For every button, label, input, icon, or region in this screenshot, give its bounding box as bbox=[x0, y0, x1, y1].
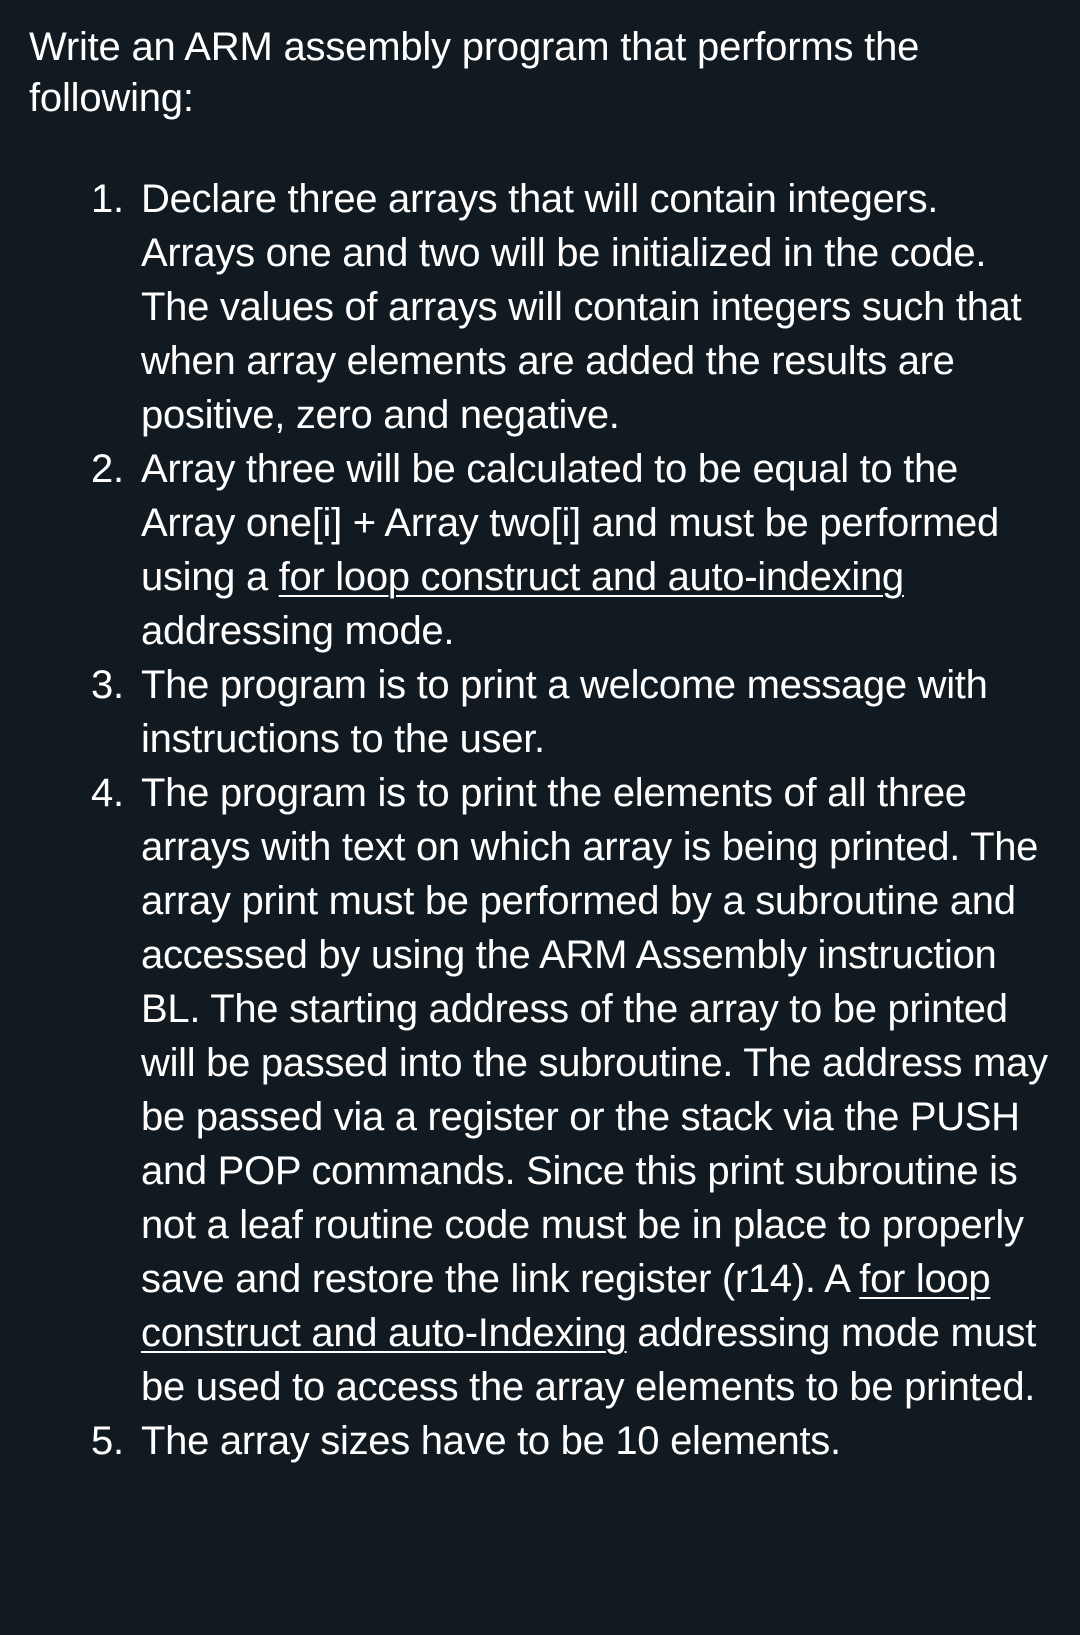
list-number: 4. bbox=[91, 771, 124, 815]
requirements-list bbox=[0, 172, 1080, 1468]
underlined-phrase: for loop construct and auto-Indexing bbox=[141, 1257, 991, 1355]
list-item bbox=[0, 1414, 1080, 1468]
list-item-text: The array sizes have to be 10 elements. bbox=[141, 1419, 841, 1463]
list-item bbox=[0, 172, 1080, 442]
list-item bbox=[0, 442, 1080, 658]
list-item-text: addressing mode must be used to access the array elements to be printed. bbox=[141, 1311, 1037, 1409]
list-number: 1. bbox=[91, 177, 124, 221]
list-number: 5. bbox=[91, 1419, 124, 1463]
list-number: 2. bbox=[91, 447, 124, 491]
list-item-text: addressing mode. bbox=[141, 609, 455, 653]
list-number: 3. bbox=[91, 663, 124, 707]
list-item bbox=[0, 766, 1080, 1414]
list-item-text: Declare three arrays that will contain integers. Arrays one and two will be initialized in the code. The values of arrays will contain integers such that when array elements are added the results are positive, zero and negative. bbox=[141, 177, 1022, 437]
intro-text: Write an ARM assembly program that performs the following: bbox=[29, 25, 920, 120]
underlined-phrase: for loop construct and auto-indexing bbox=[278, 555, 904, 599]
list-item bbox=[0, 658, 1080, 766]
list-item-text: Array three will be calculated to be equal to the Array one[i] + Array two[i] and must be performed using a bbox=[141, 447, 999, 599]
list-item-text: The program is to print a welcome message with instructions to the user. bbox=[141, 663, 988, 761]
list-item-text: The program is to print the elements of all three arrays with text on which array is being printed. The array print must be performed by a subroutine and accessed by using the ARM Assembly instruction BL. The starting address of the array to be printed will be passed into the subroutine. The address may be passed via a register or the stack via the PUSH and POP commands. Since this print subroutine is not a leaf routine code must be in place to properly save and restore the link register (r14). A bbox=[141, 771, 1048, 1301]
